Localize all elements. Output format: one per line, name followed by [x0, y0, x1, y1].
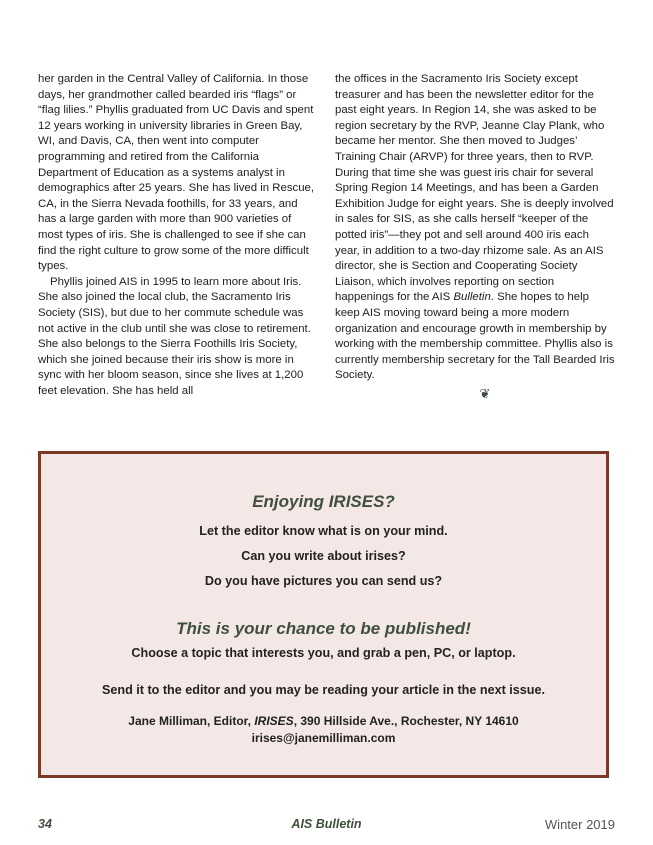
contact-text-italic: IRISES [254, 714, 294, 728]
article-right-column [335, 72, 615, 401]
article-text-italic: Bulletin [453, 291, 491, 304]
callout-subheading: This is your chance to be published! [176, 619, 471, 638]
editor-contact [41, 714, 606, 728]
article-left-column [38, 72, 318, 399]
article-paragraph: her garden in the Central Valley of California. In those days, her grandmother called bearded iris “flags” or “flag lilies.” Phyllis graduated from UC Davis and spent 12 years working in university libraries in Green Bay, WI, and Davis, CA, then went into computer programming and retired from the California Department of Education as a systems analyst in demographics after 25 years. She has lived in Rescue, CA, in the Sierra Nevada foothills, for 33 years, and has a large garden with more than 900 varieties of most types of iris. She is challenged to see if she can find the right culture to grow some of the more difficult types. [38, 73, 315, 273]
callout-line: Send it to the editor and you may be reading your article in the next issue. [102, 683, 545, 697]
article-paragraph: Phyllis joined AIS in 1995 to learn more about Iris. She also joined the local club, the Sacramento Iris Society (SIS), but due to her commute schedule was not active in the club until she was close to retirement. She also belongs to the Sierra Foothills Iris Society, which she joined because their iris show is more in sync with her bloom season, since she lives at 1,200 feet elevation. She has held all [38, 275, 311, 397]
callout-line: Can you write about irises? [241, 549, 406, 563]
editor-email: irises@janemilliman.com [251, 731, 396, 745]
callout-heading: Enjoying IRISES? [252, 492, 395, 511]
article-paragraph [335, 72, 615, 384]
contact-text: , 390 Hillside Ave., Rochester, NY 14610 [293, 714, 519, 728]
issue-date: Winter 2019 [544, 817, 615, 832]
callout-line: Choose a topic that interests you, and grab a pen, PC, or laptop. [131, 646, 516, 660]
article-text: . She hopes to help keep AIS moving toward being a more modern organization and encourage growth in membership by working with the membership committee. Phyllis also is currently membership secretary for the Tall Bearded Iris Society. [335, 291, 615, 382]
editor-callout-box [38, 451, 609, 778]
callout-line: Do you have pictures you can send us? [204, 574, 443, 588]
callout-line: Let the editor know what is on your mind. [199, 524, 448, 538]
article-text: the offices in the Sacramento Iris Society except treasurer and has been the newsletter editor for the past eight years. In Region 14, she was asked to be region secretary by the RVP, Jeanne Clay Plank, who became her mentor. She then moved to Judges’ Training Chair (ARVP) for three years, then to RVP. During that time she was guest iris chair for several Spring Region 14 Meetings, and has been a Garden Exhibition Judge for eight years. She is deeply involved in sales for SIS, as she calls herself “keeper of the potted iris”—they pot and sell around 400 iris each year, in addition to a two-day rhizome sale. As an AIS director, she is Section and Cooperating Society Liaison, which involves reporting on section happenings for the AIS [335, 73, 614, 304]
publication-name: AIS Bulletin [291, 817, 362, 831]
contact-text: Jane Milliman, Editor, [128, 714, 255, 728]
page-number: 34 [38, 817, 52, 831]
end-ornament-icon: ❦ [479, 385, 491, 401]
